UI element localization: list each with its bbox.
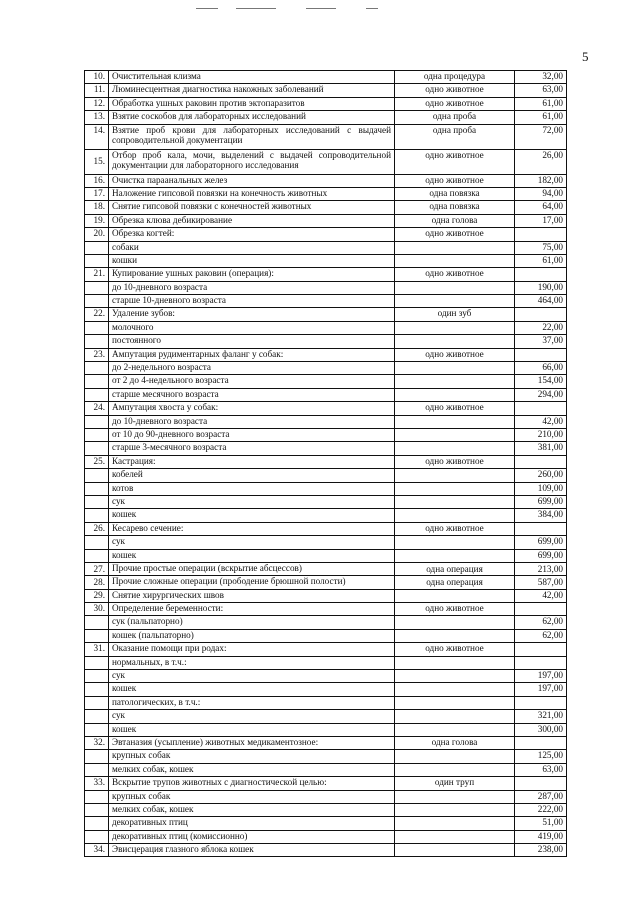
row-number-cell: 22. xyxy=(85,308,109,321)
service-name-cell: крупных собак xyxy=(109,750,395,763)
unit-cell xyxy=(395,670,515,683)
price-cell: 419,00 xyxy=(515,830,567,843)
unit-cell: одно животное xyxy=(395,402,515,415)
unit-cell xyxy=(395,442,515,455)
service-name-cell: мелких собак, кошек xyxy=(109,763,395,776)
service-name-cell: кошек (пальпаторно) xyxy=(109,629,395,642)
price-cell xyxy=(515,228,567,241)
table-row xyxy=(85,589,567,602)
price-cell: 213,00 xyxy=(515,562,567,575)
row-number-cell: 17. xyxy=(85,187,109,200)
row-number-cell xyxy=(85,723,109,736)
unit-cell: одно животное xyxy=(395,97,515,110)
price-cell xyxy=(515,643,567,656)
row-number-cell xyxy=(85,803,109,816)
service-name-cell: кошек xyxy=(109,549,395,562)
unit-cell: одна повязка xyxy=(395,187,515,200)
unit-cell xyxy=(395,375,515,388)
unit-cell: одна процедура xyxy=(395,71,515,84)
service-name-cell: Эвтаназия (усыпление) животных медикаментозное: xyxy=(109,736,395,749)
service-name-cell: сук xyxy=(109,670,395,683)
service-name-cell: котов xyxy=(109,482,395,495)
table-row xyxy=(85,603,567,616)
price-cell: 61,00 xyxy=(515,111,567,124)
row-number-cell: 11. xyxy=(85,84,109,97)
service-name-cell: Взятие соскобов для лабораторных исследований xyxy=(109,111,395,124)
row-number-cell xyxy=(85,482,109,495)
row-number-cell: 15. xyxy=(85,149,109,174)
table-row xyxy=(85,174,567,187)
row-number-cell: 26. xyxy=(85,522,109,535)
service-name-cell: старше месячного возраста xyxy=(109,388,395,401)
service-name-cell: сук xyxy=(109,536,395,549)
service-name-cell: до 10-дневного возраста xyxy=(109,415,395,428)
service-name-cell: декоративных птиц (комиссионно) xyxy=(109,830,395,843)
table-row xyxy=(85,428,567,441)
unit-cell xyxy=(395,469,515,482)
price-cell: 197,00 xyxy=(515,683,567,696)
row-number-cell: 30. xyxy=(85,603,109,616)
table-row xyxy=(85,522,567,535)
service-name-cell: постоянного xyxy=(109,335,395,348)
service-name-cell: от 10 до 90-дневного возраста xyxy=(109,428,395,441)
unit-cell xyxy=(395,790,515,803)
service-name-cell: Обработка ушных раковин против эктопаразитов xyxy=(109,97,395,110)
table-row xyxy=(85,84,567,97)
unit-cell xyxy=(395,362,515,375)
row-number-cell xyxy=(85,750,109,763)
price-cell: 381,00 xyxy=(515,442,567,455)
unit-cell: одно животное xyxy=(395,84,515,97)
table-row xyxy=(85,750,567,763)
table-row xyxy=(85,736,567,749)
row-number-cell: 13. xyxy=(85,111,109,124)
service-name-cell: Оказание помощи при родах: xyxy=(109,643,395,656)
service-name-cell: Очистка параанальных желез xyxy=(109,174,395,187)
service-name-cell: кошек xyxy=(109,723,395,736)
row-number-cell: 31. xyxy=(85,643,109,656)
row-number-cell xyxy=(85,616,109,629)
price-cell: 63,00 xyxy=(515,84,567,97)
price-cell: 42,00 xyxy=(515,415,567,428)
price-cell xyxy=(515,603,567,616)
unit-cell xyxy=(395,589,515,602)
service-name-cell: декоративных птиц xyxy=(109,817,395,830)
service-name-cell: кошек xyxy=(109,509,395,522)
row-number-cell: 32. xyxy=(85,736,109,749)
unit-cell xyxy=(395,295,515,308)
table-row xyxy=(85,469,567,482)
service-name-cell: до 10-дневного возраста xyxy=(109,281,395,294)
price-cell: 699,00 xyxy=(515,495,567,508)
unit-cell xyxy=(395,482,515,495)
price-cell: 42,00 xyxy=(515,589,567,602)
table-row xyxy=(85,187,567,200)
table-row xyxy=(85,643,567,656)
table-row xyxy=(85,696,567,709)
price-cell: 294,00 xyxy=(515,388,567,401)
price-cell: 587,00 xyxy=(515,576,567,589)
service-name-cell: кошки xyxy=(109,254,395,267)
service-name-cell: Отбор проб кала, мочи, выделений с выдачей сопроводительной документации для лабораторного исследования xyxy=(109,149,395,174)
price-cell: 22,00 xyxy=(515,321,567,334)
row-number-cell: 18. xyxy=(85,201,109,214)
row-number-cell xyxy=(85,321,109,334)
unit-cell xyxy=(395,750,515,763)
unit-cell xyxy=(395,321,515,334)
service-name-cell: Эвисцерация глазного яблока кошек xyxy=(109,844,395,857)
row-number-cell: 28. xyxy=(85,576,109,589)
service-name-cell: Вскрытие трупов животных с диагностической целью: xyxy=(109,777,395,790)
row-number-cell: 10. xyxy=(85,71,109,84)
unit-cell xyxy=(395,254,515,267)
table-row xyxy=(85,482,567,495)
row-number-cell xyxy=(85,509,109,522)
price-cell: 384,00 xyxy=(515,509,567,522)
table-row xyxy=(85,335,567,348)
price-cell: 26,00 xyxy=(515,149,567,174)
service-name-cell: Кастрация: xyxy=(109,455,395,468)
price-cell: 109,00 xyxy=(515,482,567,495)
table-row xyxy=(85,71,567,84)
table-row xyxy=(85,241,567,254)
unit-cell xyxy=(395,763,515,776)
service-name-cell: Снятие гипсовой повязки с конечностей животных xyxy=(109,201,395,214)
row-number-cell xyxy=(85,295,109,308)
table-row xyxy=(85,616,567,629)
service-name-cell: Очистительная клизма xyxy=(109,71,395,84)
row-number-cell: 19. xyxy=(85,214,109,227)
service-name-cell: Ампутация рудиментарных фаланг у собак: xyxy=(109,348,395,361)
table-row xyxy=(85,629,567,642)
service-name-cell: Люминесцентная диагностика накожных заболеваний xyxy=(109,84,395,97)
service-name-cell: кобелей xyxy=(109,469,395,482)
unit-cell: одна операция xyxy=(395,576,515,589)
price-cell: 51,00 xyxy=(515,817,567,830)
table-row xyxy=(85,97,567,110)
table-row xyxy=(85,281,567,294)
row-number-cell xyxy=(85,388,109,401)
service-name-cell: до 2-недельного возраста xyxy=(109,362,395,375)
table-row xyxy=(85,402,567,415)
unit-cell: одно животное xyxy=(395,174,515,187)
row-number-cell: 16. xyxy=(85,174,109,187)
unit-cell xyxy=(395,536,515,549)
row-number-cell xyxy=(85,495,109,508)
header-scan-marks xyxy=(196,8,396,12)
row-number-cell xyxy=(85,790,109,803)
price-cell: 94,00 xyxy=(515,187,567,200)
table-row xyxy=(85,124,567,149)
unit-cell: одно животное xyxy=(395,643,515,656)
table-row xyxy=(85,268,567,281)
price-cell xyxy=(515,736,567,749)
table-row xyxy=(85,817,567,830)
price-cell: 72,00 xyxy=(515,124,567,149)
unit-cell xyxy=(395,844,515,857)
row-number-cell xyxy=(85,696,109,709)
row-number-cell: 21. xyxy=(85,268,109,281)
service-name-cell: Прочие простые операции (вскрытие абсцессов) xyxy=(109,562,395,575)
price-cell: 63,00 xyxy=(515,763,567,776)
service-name-cell: патологических, в т.ч.: xyxy=(109,696,395,709)
row-number-cell: 23. xyxy=(85,348,109,361)
unit-cell xyxy=(395,281,515,294)
table-row xyxy=(85,670,567,683)
service-name-cell: Наложение гипсовой повязки на конечность животных xyxy=(109,187,395,200)
unit-cell xyxy=(395,495,515,508)
price-cell: 75,00 xyxy=(515,241,567,254)
row-number-cell xyxy=(85,683,109,696)
price-cell: 190,00 xyxy=(515,281,567,294)
service-name-cell: сук xyxy=(109,710,395,723)
table-row xyxy=(85,830,567,843)
table-row xyxy=(85,442,567,455)
table-row xyxy=(85,388,567,401)
price-cell xyxy=(515,348,567,361)
unit-cell xyxy=(395,723,515,736)
price-cell xyxy=(515,455,567,468)
price-cell xyxy=(515,308,567,321)
row-number-cell xyxy=(85,375,109,388)
row-number-cell xyxy=(85,670,109,683)
unit-cell xyxy=(395,710,515,723)
service-name-cell: сук xyxy=(109,495,395,508)
row-number-cell xyxy=(85,536,109,549)
row-number-cell: 34. xyxy=(85,844,109,857)
row-number-cell xyxy=(85,469,109,482)
row-number-cell xyxy=(85,241,109,254)
price-cell: 300,00 xyxy=(515,723,567,736)
price-cell xyxy=(515,777,567,790)
table-row xyxy=(85,495,567,508)
service-name-cell: Снятие хирургических швов xyxy=(109,589,395,602)
row-number-cell xyxy=(85,710,109,723)
row-number-cell: 33. xyxy=(85,777,109,790)
service-name-cell: Удаление зубов: xyxy=(109,308,395,321)
row-number-cell xyxy=(85,629,109,642)
service-name-cell: мелких собак, кошек xyxy=(109,803,395,816)
table-row xyxy=(85,763,567,776)
table-row xyxy=(85,214,567,227)
table-row xyxy=(85,790,567,803)
table-row xyxy=(85,228,567,241)
price-cell: 238,00 xyxy=(515,844,567,857)
row-number-cell xyxy=(85,254,109,267)
price-cell: 61,00 xyxy=(515,97,567,110)
price-cell: 210,00 xyxy=(515,428,567,441)
price-cell xyxy=(515,656,567,669)
table-row xyxy=(85,321,567,334)
service-name-cell: старше 3-месячного возраста xyxy=(109,442,395,455)
unit-cell xyxy=(395,629,515,642)
price-cell: 64,00 xyxy=(515,201,567,214)
service-name-cell: старше 10-дневного возраста xyxy=(109,295,395,308)
row-number-cell xyxy=(85,281,109,294)
service-name-cell: Кесарево сечение: xyxy=(109,522,395,535)
table-row xyxy=(85,549,567,562)
row-number-cell xyxy=(85,428,109,441)
price-cell: 464,00 xyxy=(515,295,567,308)
price-cell xyxy=(515,696,567,709)
service-name-cell: нормальных, в т.ч.: xyxy=(109,656,395,669)
price-cell: 197,00 xyxy=(515,670,567,683)
unit-cell: одно животное xyxy=(395,268,515,281)
table-row xyxy=(85,254,567,267)
service-name-cell: собаки xyxy=(109,241,395,254)
table-row xyxy=(85,375,567,388)
table-row xyxy=(85,803,567,816)
unit-cell xyxy=(395,428,515,441)
row-number-cell xyxy=(85,763,109,776)
price-cell: 37,00 xyxy=(515,335,567,348)
unit-cell: одно животное xyxy=(395,455,515,468)
row-number-cell xyxy=(85,442,109,455)
service-name-cell: Обрезка клюва дебикирование xyxy=(109,214,395,227)
unit-cell: один труп xyxy=(395,777,515,790)
price-cell: 154,00 xyxy=(515,375,567,388)
unit-cell: один зуб xyxy=(395,308,515,321)
row-number-cell xyxy=(85,549,109,562)
unit-cell xyxy=(395,616,515,629)
table-row xyxy=(85,149,567,174)
row-number-cell: 25. xyxy=(85,455,109,468)
unit-cell xyxy=(395,335,515,348)
price-cell: 260,00 xyxy=(515,469,567,482)
table-row xyxy=(85,509,567,522)
row-number-cell xyxy=(85,362,109,375)
unit-cell xyxy=(395,683,515,696)
table-row xyxy=(85,308,567,321)
table-row xyxy=(85,295,567,308)
price-cell: 62,00 xyxy=(515,616,567,629)
price-cell: 61,00 xyxy=(515,254,567,267)
service-name-cell: сук (пальпаторно) xyxy=(109,616,395,629)
table-row xyxy=(85,576,567,589)
row-number-cell: 24. xyxy=(85,402,109,415)
unit-cell: одно животное xyxy=(395,228,515,241)
unit-cell xyxy=(395,388,515,401)
unit-cell: одна голова xyxy=(395,736,515,749)
price-cell: 17,00 xyxy=(515,214,567,227)
table-row xyxy=(85,562,567,575)
row-number-cell: 20. xyxy=(85,228,109,241)
table-row xyxy=(85,111,567,124)
service-name-cell: Купирование ушных раковин (операция): xyxy=(109,268,395,281)
table-row xyxy=(85,844,567,857)
table-row xyxy=(85,455,567,468)
price-cell: 222,00 xyxy=(515,803,567,816)
table-row xyxy=(85,415,567,428)
service-name-cell: Прочие сложные операции (прободение брюшной полости) xyxy=(109,576,395,589)
unit-cell xyxy=(395,696,515,709)
service-name-cell: Взятие проб крови для лабораторных исследований с выдачей сопроводительной документации xyxy=(109,124,395,149)
price-cell: 62,00 xyxy=(515,629,567,642)
price-cell xyxy=(515,402,567,415)
row-number-cell xyxy=(85,656,109,669)
price-cell: 66,00 xyxy=(515,362,567,375)
table-row xyxy=(85,348,567,361)
row-number-cell: 12. xyxy=(85,97,109,110)
service-name-cell: от 2 до 4-недельного возраста xyxy=(109,375,395,388)
service-name-cell: крупных собак xyxy=(109,790,395,803)
unit-cell: одно животное xyxy=(395,522,515,535)
price-cell: 699,00 xyxy=(515,536,567,549)
row-number-cell xyxy=(85,335,109,348)
unit-cell xyxy=(395,803,515,816)
unit-cell xyxy=(395,830,515,843)
price-cell: 699,00 xyxy=(515,549,567,562)
unit-cell xyxy=(395,241,515,254)
price-cell: 287,00 xyxy=(515,790,567,803)
table-row xyxy=(85,201,567,214)
table-row xyxy=(85,536,567,549)
service-name-cell: кошек xyxy=(109,683,395,696)
service-name-cell: молочного xyxy=(109,321,395,334)
service-name-cell: Ампутация хвоста у собак: xyxy=(109,402,395,415)
unit-cell: одна проба xyxy=(395,124,515,149)
unit-cell xyxy=(395,656,515,669)
table-row xyxy=(85,710,567,723)
row-number-cell xyxy=(85,817,109,830)
table-row xyxy=(85,723,567,736)
price-cell: 125,00 xyxy=(515,750,567,763)
service-name-cell: Обрезка когтей: xyxy=(109,228,395,241)
price-cell: 182,00 xyxy=(515,174,567,187)
page-number: 5 xyxy=(582,49,589,64)
table-row xyxy=(85,362,567,375)
price-cell xyxy=(515,268,567,281)
unit-cell xyxy=(395,415,515,428)
unit-cell: одна операция xyxy=(395,562,515,575)
row-number-cell: 27. xyxy=(85,562,109,575)
row-number-cell: 29. xyxy=(85,589,109,602)
row-number-cell xyxy=(85,830,109,843)
unit-cell: одно животное xyxy=(395,603,515,616)
price-cell xyxy=(515,522,567,535)
unit-cell: одно животное xyxy=(395,348,515,361)
unit-cell: одна проба xyxy=(395,111,515,124)
table-row xyxy=(85,683,567,696)
row-number-cell xyxy=(85,415,109,428)
unit-cell: одно животное xyxy=(395,149,515,174)
table-row xyxy=(85,656,567,669)
unit-cell: одна голова xyxy=(395,214,515,227)
unit-cell: одна повязка xyxy=(395,201,515,214)
price-cell: 32,00 xyxy=(515,71,567,84)
price-cell: 321,00 xyxy=(515,710,567,723)
price-table xyxy=(84,70,567,857)
service-name-cell: Определение беременности: xyxy=(109,603,395,616)
unit-cell xyxy=(395,509,515,522)
unit-cell xyxy=(395,817,515,830)
unit-cell xyxy=(395,549,515,562)
price-table-body xyxy=(85,71,567,857)
table-row xyxy=(85,777,567,790)
row-number-cell: 14. xyxy=(85,124,109,149)
